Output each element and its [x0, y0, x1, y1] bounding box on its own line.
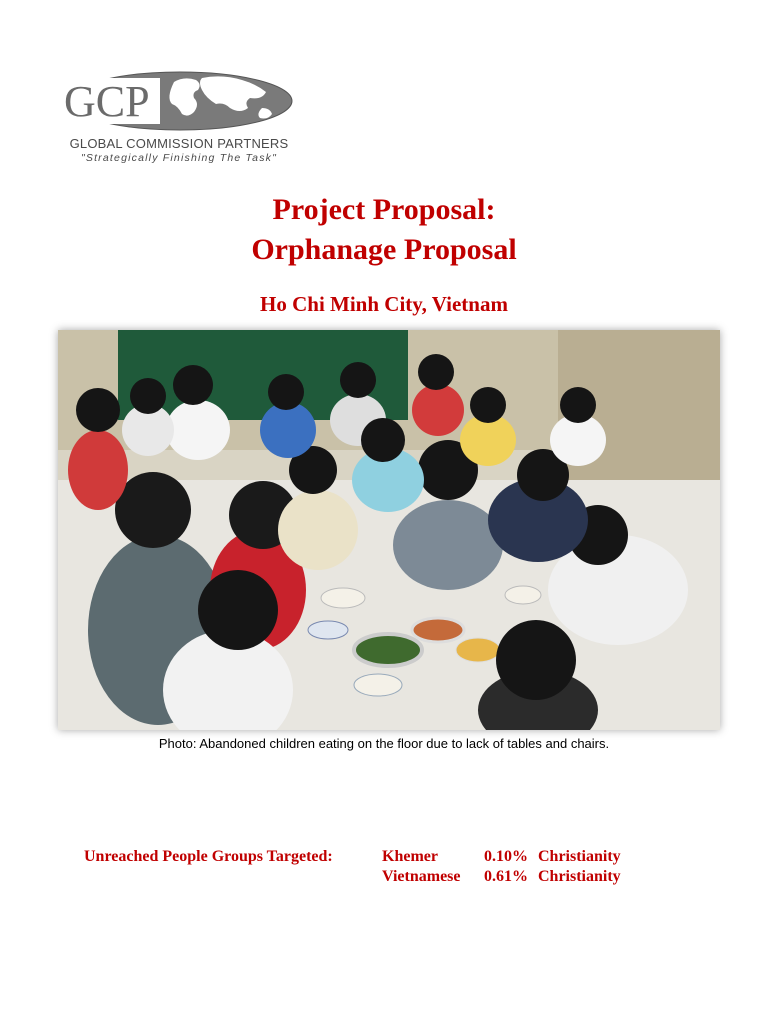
organization-name: GLOBAL COMMISSION PARTNERS	[69, 136, 289, 151]
logo-abbr-text: GCP	[64, 77, 150, 126]
people-group-percent: 0.61%	[484, 868, 528, 885]
logo-ellipse-graphic	[62, 68, 297, 136]
organization-tagline: "Strategically Finishing The Task"	[80, 152, 278, 164]
people-group-religion: Christianity	[538, 848, 621, 865]
people-group-religion: Christianity	[538, 868, 621, 885]
people-group-percent: 0.10%	[484, 848, 528, 865]
children-eating-photo-illustration	[58, 330, 720, 730]
title-line-1: Project Proposal:	[272, 193, 496, 226]
orphanage-photo	[58, 330, 720, 730]
gcp-logo	[62, 68, 297, 168]
title-line-2: Orphanage Proposal	[251, 233, 517, 266]
people-group-name: Khemer	[382, 848, 438, 865]
photo-caption: Photo: Abandoned children eating on the floor due to lack of tables and chairs.	[158, 736, 610, 751]
page-title	[0, 190, 768, 270]
location-subtitle: Ho Chi Minh City, Vietnam	[260, 292, 508, 316]
people-group-name: Vietnamese	[382, 868, 461, 885]
people-groups-label: Unreached People Groups Targeted:	[84, 848, 333, 865]
